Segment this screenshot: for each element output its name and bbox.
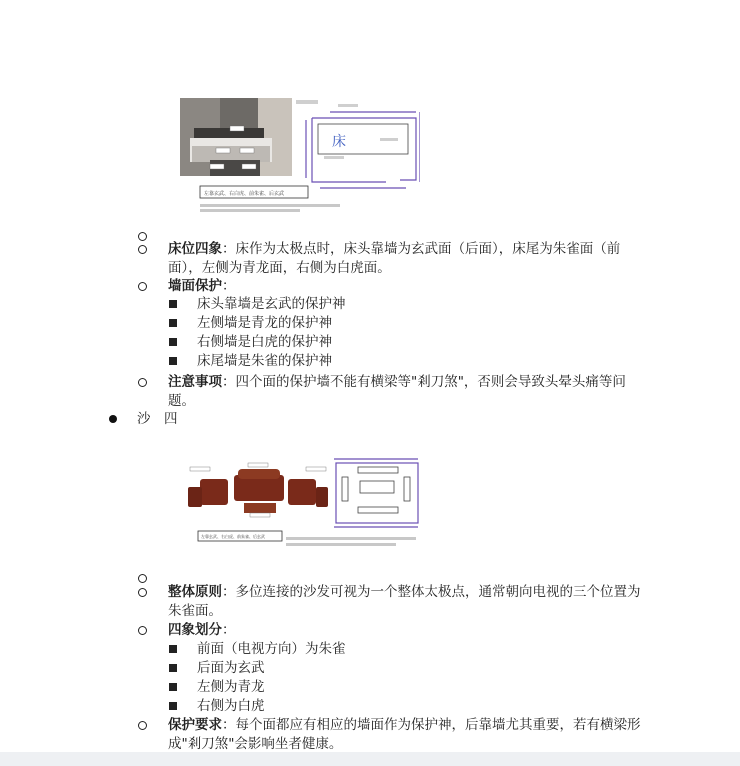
bedroom-figure	[180, 98, 420, 216]
list-item-notes: 注意事项：四个面的保护墙不能有横梁等"剎刀煞"，否则会导致头晕头痛等问	[168, 374, 626, 390]
list-item-overall-principle-cont: 朱雀面。	[168, 603, 222, 619]
bullet-square	[169, 702, 177, 710]
bullet-square	[169, 683, 177, 691]
term: 注意事项	[168, 374, 222, 390]
bullet-square	[169, 338, 177, 346]
sofa-figure-caption: 左靠玄武、右白虎、前朱雀、后玄武	[201, 534, 265, 539]
bullet-square	[169, 319, 177, 327]
bottom-scroll-area	[0, 752, 740, 766]
bullet-circle	[138, 574, 147, 583]
list-item-overall-principle: 整体原则：多位连接的沙发可视为一个整体太极点，通常朝向电视的三个位置为	[168, 584, 641, 600]
wall-sub-item: 床尾墙是朱雀的保护神	[197, 353, 332, 369]
bullet-disc	[109, 415, 117, 423]
bedroom-illustration	[180, 98, 420, 216]
division-sub-item: 左侧为青龙	[197, 679, 265, 695]
bullet-circle	[138, 282, 147, 291]
list-item-bed-four-symbols: 床位四象：床作为太极点时，床头靠墙为玄武面（后面），床尾为朱雀面（前	[168, 241, 621, 257]
division-sub-item: 前面（电视方向）为朱雀	[197, 641, 346, 657]
list-item-wall-protection: 墙面保护：	[168, 278, 236, 294]
list-item-notes-cont: 题。	[168, 393, 195, 409]
term: 四象划分	[168, 622, 222, 638]
division-sub-item: 右侧为白虎	[197, 698, 265, 714]
list-item-four-symbols-division: 四象划分：	[168, 622, 236, 638]
wall-sub-item: 床头靠墙是玄武的保护神	[197, 296, 346, 312]
bullet-circle	[138, 232, 147, 241]
term: 保护要求	[168, 717, 222, 733]
bullet-circle	[138, 245, 147, 254]
list-item-bed-four-symbols-cont: 面），左侧为青龙面，右侧为白虎面。	[168, 260, 391, 276]
term: 墙面保护	[168, 278, 222, 294]
bullet-circle	[138, 378, 147, 387]
wall-sub-item: 左侧墙是青龙的保护神	[197, 315, 332, 331]
bullet-square	[169, 357, 177, 365]
sofa-illustration	[188, 457, 420, 553]
sofa-heading: 沙 四	[137, 411, 178, 427]
division-sub-item: 后面为玄武	[197, 660, 265, 676]
bullet-circle	[138, 588, 147, 597]
bullet-square	[169, 300, 177, 308]
bullet-square	[169, 645, 177, 653]
term: 整体原则	[168, 584, 222, 600]
wall-sub-item: 右侧墙是白虎的保护神	[197, 334, 332, 350]
term: 床位四象	[168, 241, 222, 257]
bed-plan-label: 床	[332, 134, 346, 150]
bullet-square	[169, 664, 177, 672]
sofa-figure	[188, 457, 420, 553]
bullet-circle	[138, 721, 147, 730]
list-item-protection-requirement: 保护要求：每个面都应有相应的墙面作为保护神，后靠墙尤其重要，若有横梁形	[168, 717, 641, 733]
bed-figure-caption: 左靠玄武、右白虎、前朱雀、后玄武	[204, 191, 285, 197]
bullet-circle	[138, 626, 147, 635]
list-item-protection-requirement-cont: 成"剎刀煞"会影响坐者健康。	[168, 736, 343, 752]
